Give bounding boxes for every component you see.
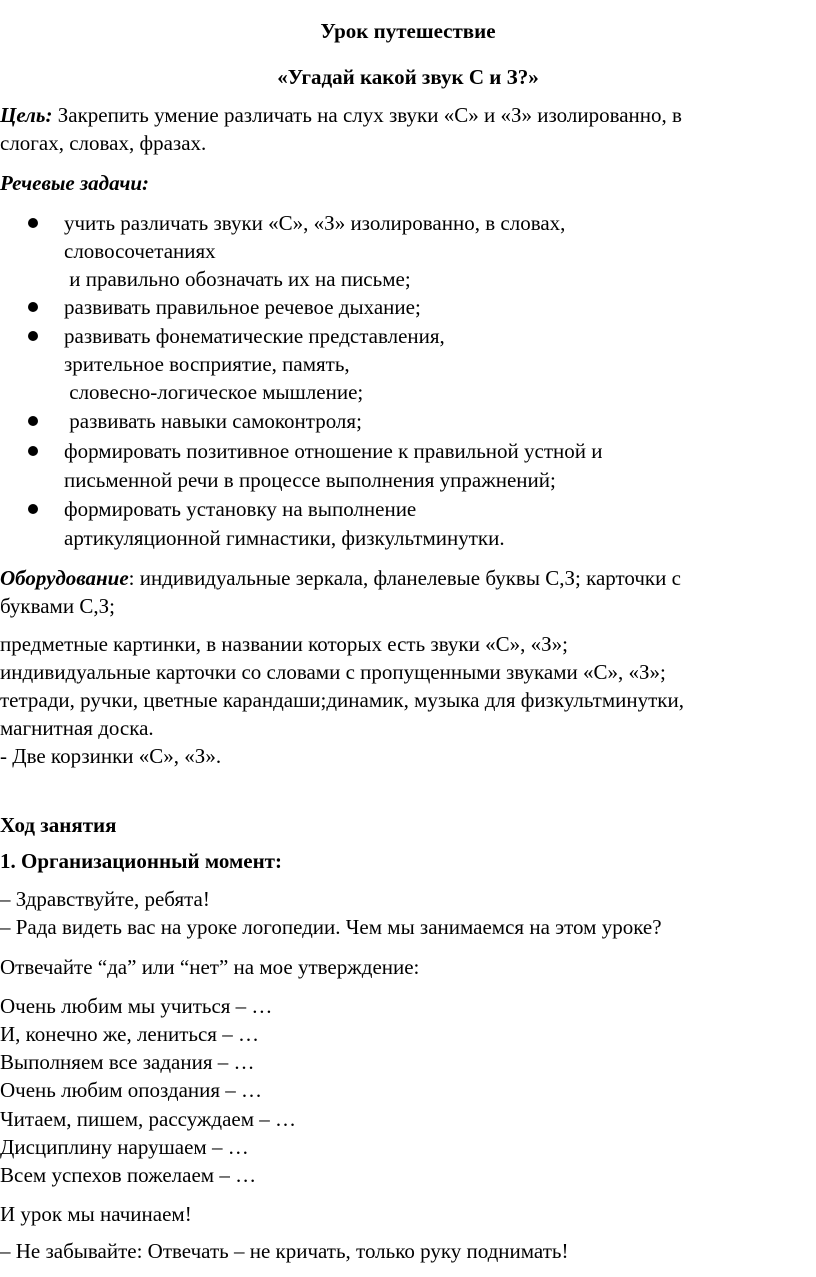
task-6-line-2: артикуляционной гимнастики, физкультминутки. (64, 526, 505, 550)
section-1-heading: 1. Организационный момент: (0, 849, 282, 873)
statement-7: Всем успехов пожелаем – … (0, 1163, 257, 1187)
lesson-title: Урок путешествие (320, 19, 496, 43)
equipment-line-1: Оборудование: индивидуальные зеркала, фланелевые буквы С,З; карточки с (0, 566, 681, 590)
statement-3: Выполняем все задания – … (0, 1050, 255, 1074)
task-5-line-1: формировать позитивное отношение к правильной устной и (64, 439, 603, 463)
course-heading: Ход занятия (0, 813, 117, 837)
bullet-icon (28, 504, 38, 514)
equipment-label: Оборудование (0, 566, 129, 590)
start-line: И урок мы начинаем! (0, 1202, 192, 1226)
reminder-line: – Не забывайте: Отвечать – не кричать, только руку поднимать! (0, 1239, 569, 1263)
lesson-subtitle: «Угадай какой звук С и З?» (277, 65, 539, 89)
statement-1: Очень любим мы учиться – … (0, 994, 273, 1018)
statement-2: И, конечно же, лениться – … (0, 1022, 259, 1046)
task-3-line-2: зрительное восприятие, память, (64, 352, 350, 376)
equipment-more-2: индивидуальные карточки со словами с пропущенными звуками «С», «З»; (0, 660, 666, 684)
greeting-line-2: – Рада видеть вас на уроке логопедии. Чем мы занимаемся на этом уроке? (0, 915, 662, 939)
task-1-line-1: учить различать звуки «С», «З» изолированно, в словах, (64, 211, 566, 235)
task-5-line-2: письменной речи в процессе выполнения упражнений; (64, 468, 556, 492)
greeting-line-1: – Здравствуйте, ребята! (0, 887, 210, 911)
task-3-line-3: словесно-логическое мышление; (64, 380, 364, 404)
equipment-more-5: - Две корзинки «С», «З». (0, 744, 222, 768)
bullet-icon (28, 331, 38, 341)
task-4-line-1: развивать навыки самоконтроля; (64, 409, 362, 433)
tasks-label: Речевые задачи: (0, 171, 150, 195)
task-2-line-1: развивать правильное речевое дыхание; (64, 295, 421, 319)
task-3-line-1: развивать фонематические представления, (64, 324, 445, 348)
statement-4: Очень любим опоздания – … (0, 1078, 263, 1102)
task-6-line-1: формировать установку на выполнение (64, 497, 417, 521)
task-1-line-2: словосочетаниях (64, 239, 216, 263)
bullet-icon (28, 416, 38, 426)
bullet-icon (28, 218, 38, 228)
goal-line-2: слогах, словах, фразах. (0, 131, 207, 155)
goal-line-1: Цель: Закрепить умение различать на слух звуки «С» и «З» изолированно, в (0, 103, 682, 127)
task-1-line-3: и правильно обозначать их на письме; (64, 267, 411, 291)
equipment-more-3: тетради, ручки, цветные карандаши;динамик, музыка для физкультминутки, (0, 688, 684, 712)
instruction-line: Отвечайте “да” или “нет” на мое утверждение: (0, 955, 420, 979)
bullet-icon (28, 446, 38, 456)
statement-6: Дисциплину нарушаем – … (0, 1135, 249, 1159)
statement-5: Читаем, пишем, рассуждаем – … (0, 1107, 297, 1131)
goal-label: Цель: (0, 103, 53, 127)
bullet-icon (28, 302, 38, 312)
equipment-line-2: буквами С,З; (0, 594, 115, 618)
equipment-more-4: магнитная доска. (0, 716, 154, 740)
equipment-more-1: предметные картинки, в названии которых есть звуки «С», «З»; (0, 632, 568, 656)
